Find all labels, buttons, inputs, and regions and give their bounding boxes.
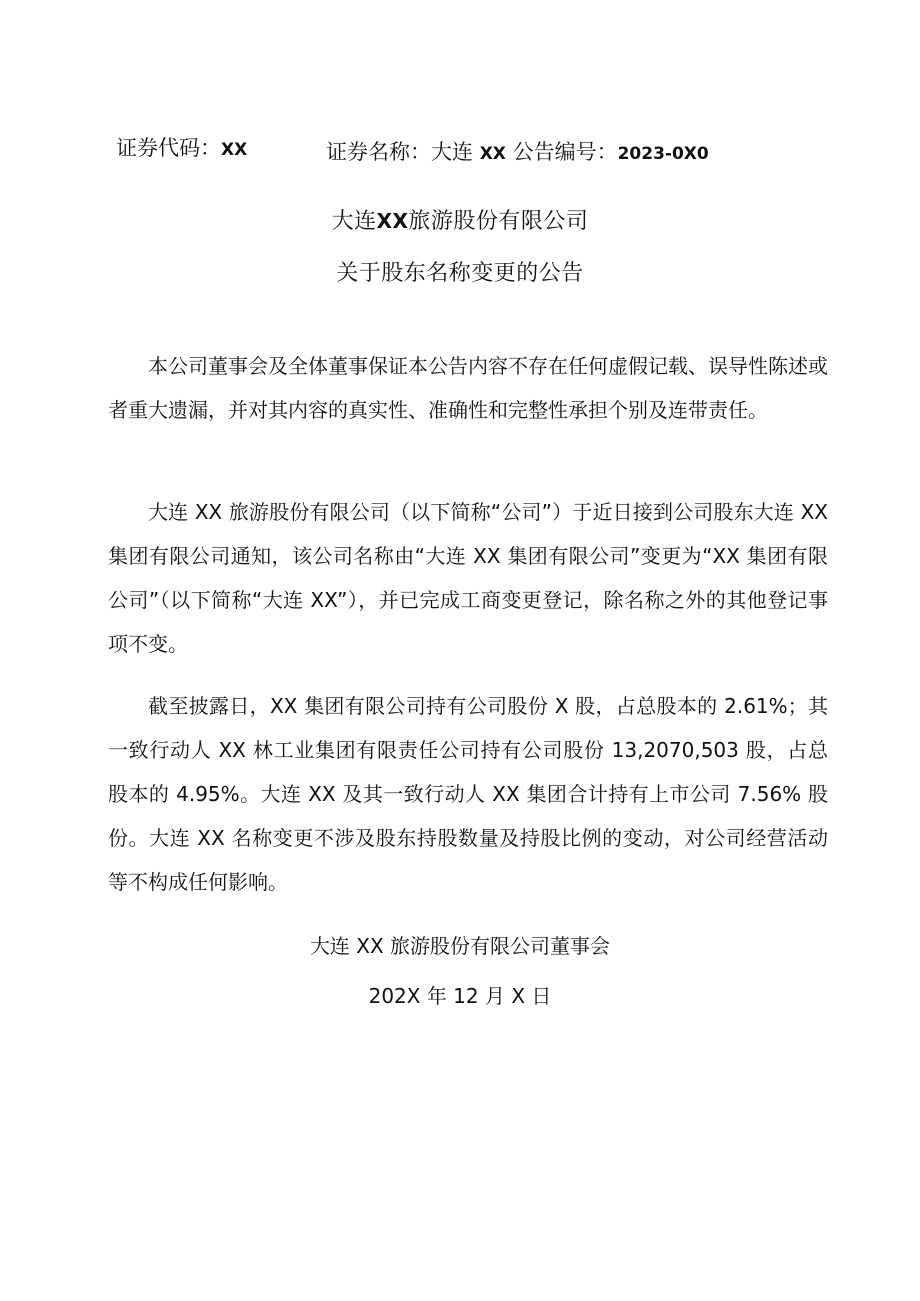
statement-paragraph: 本公司董事会及全体董事保证本公告内容不存在任何虚假记载、误导性陈述或者重大遗漏，并对其内容的真实性、准确性和完整性承担个别及连带责任。 bbox=[108, 354, 828, 422]
company-title bbox=[0, 204, 920, 235]
announcement-title: 关于股东名称变更的公告 bbox=[336, 261, 584, 286]
notice-number-value: 2023-0X0 bbox=[617, 144, 709, 164]
security-code-value: XX bbox=[221, 140, 248, 160]
notice-number-label: 公告编号： bbox=[512, 140, 618, 164]
security-info-header bbox=[0, 130, 920, 170]
company-title-bold: XX bbox=[376, 209, 409, 233]
security-code bbox=[116, 132, 247, 162]
name-change-paragraph: 大连 XX 旅游股份有限公司（以下简称“公司”）于近日接到公司股东大连 XX 集团有限公司通知，该公司名称由“大连 XX 集团有限公司”变更为“XX 集团有限公司”（以下简称“大连 XX”），并已完成工商变更登记，除名称之外的其他登记事项不变。 bbox=[108, 500, 828, 656]
shareholding-paragraph: 截至披露日，XX 集团有限公司持有公司股份 X 股，占总股本的 2.61%；其一致行动人 XX 林工业集团有限责任公司持有公司股份 13,2070,503 股，占总股本的 4.95%。大连 XX 及其一致行动人 XX 集团合计持有上市公司 7.56% 股份。大连 XX 名称变更不涉及股东持股数量及持股比例的变动，对公司经营活动等不构成任何影响。 bbox=[108, 694, 828, 894]
security-name-label: 证券名称：大连 bbox=[326, 140, 473, 164]
security-name-and-notice bbox=[326, 136, 709, 166]
security-name-value: XX bbox=[479, 144, 506, 164]
security-code-label: 证券代码： bbox=[116, 136, 221, 160]
signature-organization: 大连 XX 旅游股份有限公司董事会 bbox=[309, 934, 611, 958]
signature-date: 202X 年 12 月 X 日 bbox=[368, 984, 552, 1008]
company-title-suffix: 旅游股份有限公司 bbox=[408, 209, 589, 234]
company-title-prefix: 大连 bbox=[331, 209, 377, 234]
